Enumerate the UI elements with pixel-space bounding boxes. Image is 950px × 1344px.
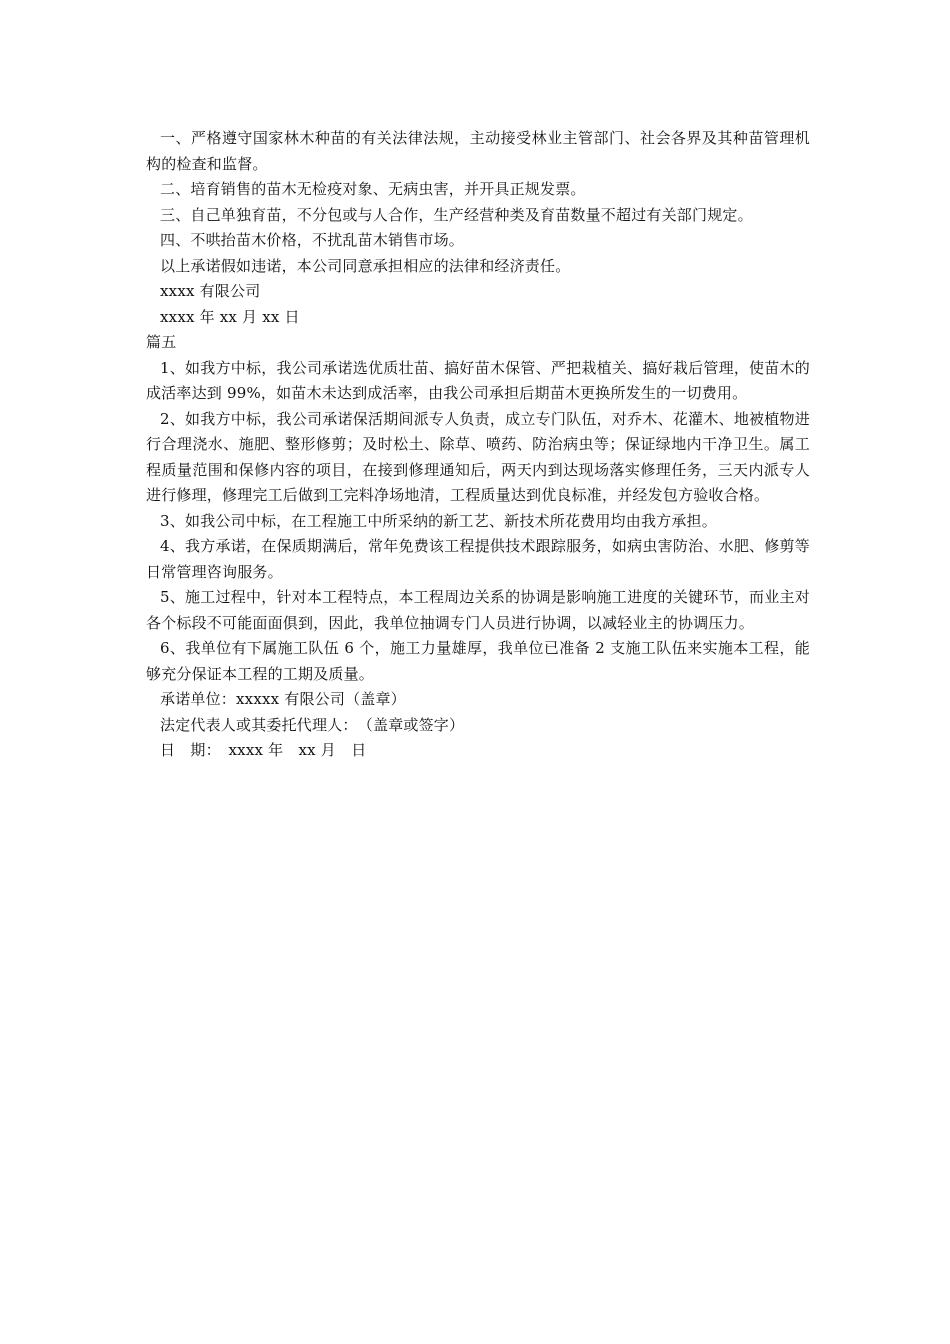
part5-item-2: 2、如我方中标，我公司承诺保活期间派专人负责，成立专门队伍，对乔木、花灌木、地被植物进行合理浇水、施肥、整形修剪；及时松土、除草、喷药、防治病虫等；保证绿地内干净卫生。属工程质量范围和保修内容的项目，在接到修理通知后，两天内到达现场落实修理任务，三天内派专人进行修理，修理完工后做到工完料净场地清，工程质量达到优良标准，并经发包方验收合格。 [146, 409, 810, 504]
part5-representative: 法定代表人或其委托代理人： （盖章或签字） [160, 715, 465, 734]
part5-item-4: 4、我方承诺，在保质期满后，常年免费该工程提供技术跟踪服务，如病虫害防治、水肥、修剪等日常管理咨询服务。 [146, 537, 810, 581]
part5-item-5: 5、施工过程中，针对本工程特点，本工程周边关系的协调是影响施工进度的关键环节，而业主对各个标段不可能面面俱到，因此，我单位抽调专门人员进行协调，以减轻业主的协调压力。 [146, 588, 810, 632]
part4-company: xxxx 有限公司 [160, 282, 261, 300]
part5-signer: 承诺单位：xxxxx 有限公司（盖章） [160, 690, 406, 708]
section-heading-part5: 篇五 [146, 333, 177, 351]
part5-item-6: 6、我单位有下属施工队伍 6 个，施工力量雄厚，我单位已准备 2 支施工队伍来实施本工程，能够充分保证本工程的工期及质量。 [146, 639, 810, 683]
part4-item-1: 一、严格遵守国家林木种苗的有关法律法规，主动接受林业主管部门、社会各界及其种苗管理机构的检查和监督。 [146, 129, 810, 173]
document-body [146, 126, 810, 764]
part5-item-1: 1、如我方中标，我公司承诺选优质壮苗、搞好苗木保管、严把栽植关、搞好栽后管理，使苗木的成活率达到 99%，如苗木未达到成活率，由我公司承担后期苗木更换所发生的一切费用。 [146, 358, 810, 402]
part4-item-4: 四、不哄抬苗木价格，不扰乱苗木销售市场。 [160, 231, 465, 249]
part4-date: xxxx 年 xx 月 xx 日 [160, 307, 300, 326]
part4-item-2: 二、培育销售的苗木无检疫对象、无病虫害，并开具正规发票。 [160, 180, 586, 198]
part4-closing: 以上承诺假如违诺，本公司同意承担相应的法律和经济责任。 [160, 256, 571, 275]
part5-item-3: 3、如我公司中标，在工程施工中所采纳的新工艺、新技术所花费用均由我方承担。 [160, 511, 717, 530]
part5-date: 日 期： xxxx 年 xx 月 日 [160, 741, 367, 759]
part4-item-3: 三、自己单独育苗，不分包或与人合作，生产经营种类及育苗数量不超过有关部门规定。 [160, 205, 753, 224]
